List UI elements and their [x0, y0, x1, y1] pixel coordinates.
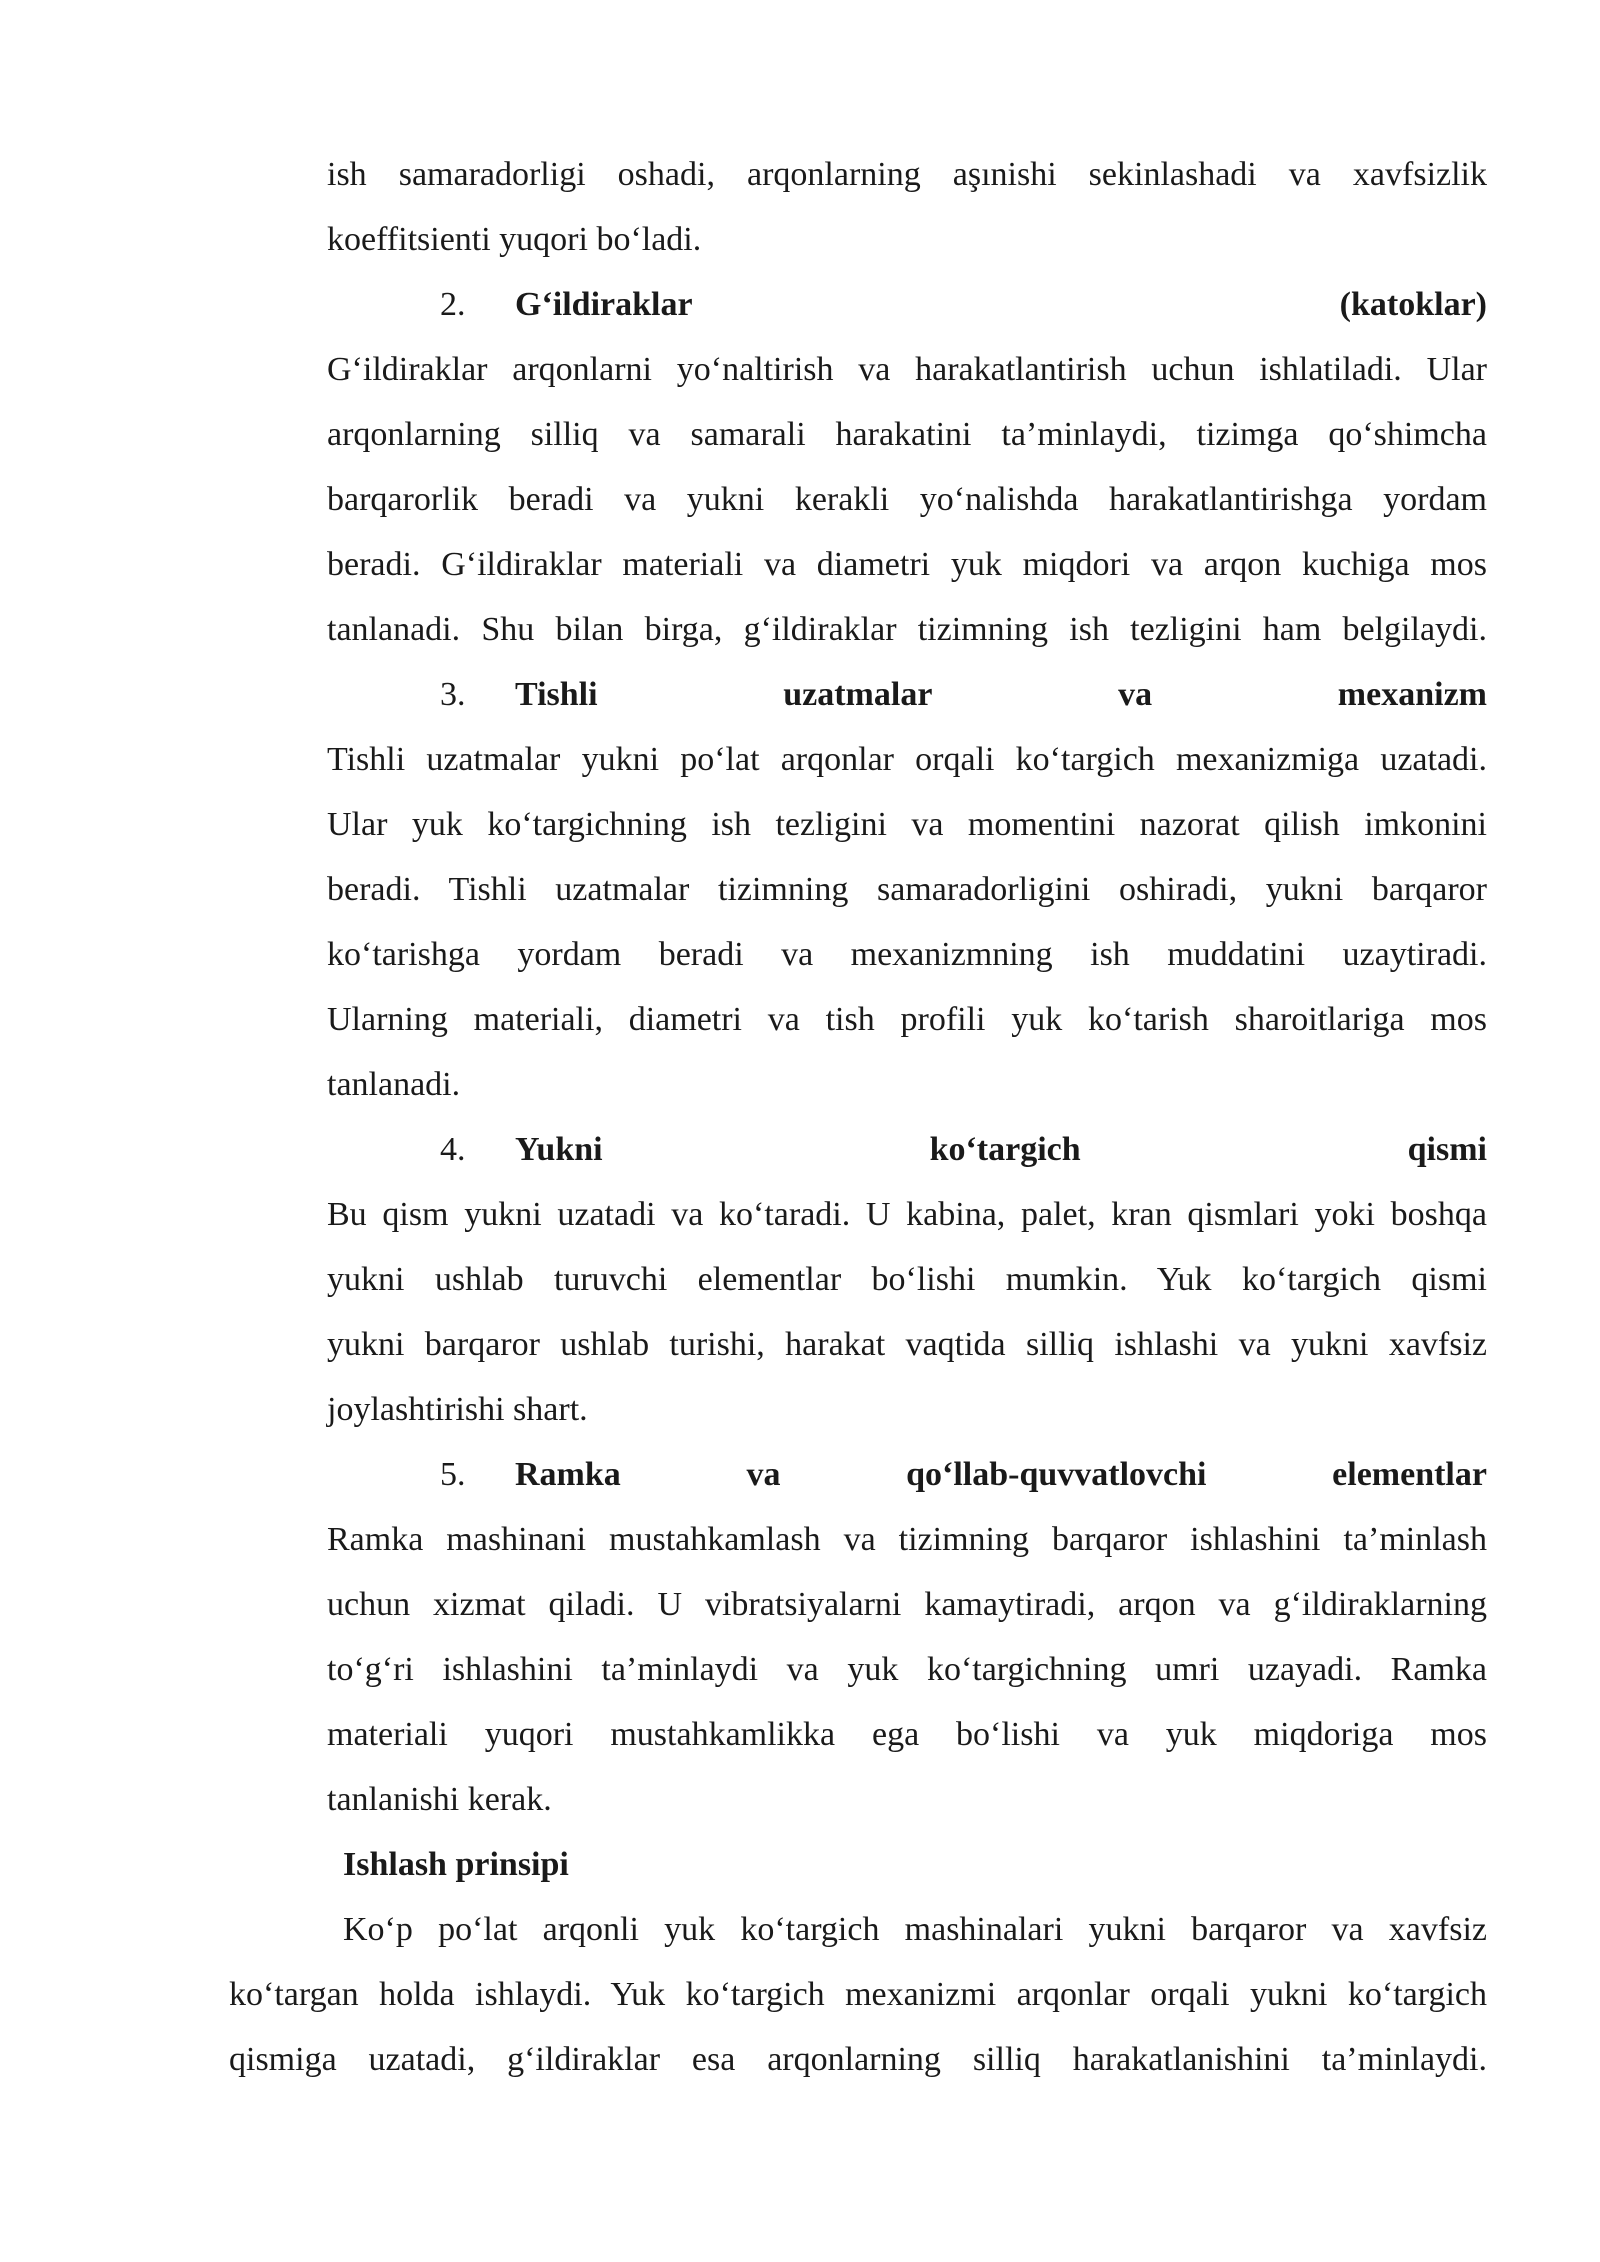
paragraph-line: joylashtirishi shart. [327, 1391, 588, 1428]
paragraph-line: uchun xizmat qiladi. U vibratsiyalarni kamaytiradi, arqon va g‘ildiraklarning [327, 1586, 1487, 1623]
heading-word: G‘ildiraklar [515, 286, 693, 323]
heading-word: qismi [1407, 1131, 1487, 1168]
paragraph-line: Ular yuk ko‘targichning ish tezligini va momentini nazorat qilish imkonini [327, 806, 1487, 843]
heading-word: Tishli [515, 676, 598, 713]
paragraph-line: tanlanadi. [327, 1066, 461, 1103]
paragraph-line: arqonlarning silliq va samarali harakatini ta’minlaydi, tizimga qo‘shimcha [327, 416, 1487, 453]
paragraph-line: beradi. Tishli uzatmalar tizimning samaradorligini oshiradi, yukni barqaror [327, 871, 1487, 908]
heading-word: va [1118, 676, 1153, 713]
paragraph-line: tanlanishi kerak. [327, 1781, 552, 1818]
heading-word: qo‘llab-quvvatlovchi [906, 1456, 1207, 1493]
heading-word: Yukni [515, 1131, 603, 1168]
paragraph-line: to‘g‘ri ishlashini ta’minlaydi va yuk ko‘targichning umri uzayadi. Ramka [327, 1651, 1487, 1688]
paragraph-line: Ko‘p po‘lat arqonli yuk ko‘targich mashinalari yukni barqaror va xavfsiz [343, 1911, 1487, 1948]
section-number: 3. [440, 676, 466, 713]
paragraph-line: tanlanadi. Shu bilan birga, g‘ildiraklar tizimning ish tezligini ham belgilaydi. [327, 611, 1487, 648]
paragraph-line: ko‘tarishga yordam beradi va mexanizmning ish muddatini uzaytiradi. [327, 936, 1487, 973]
paragraph-line: Tishli uzatmalar yukni po‘lat arqonlar orqali ko‘targich mexanizmiga uzatadi. [327, 741, 1487, 778]
heading-word: mexanizm [1337, 676, 1487, 713]
paragraph-line: G‘ildiraklar arqonlarni yo‘naltirish va harakatlantirish uchun ishlatiladi. Ular [327, 351, 1487, 388]
section-heading [515, 1130, 1487, 1170]
heading-word: (katoklar) [1339, 286, 1487, 323]
paragraph-line: yukni barqaror ushlab turishi, harakat vaqtida silliq ishlashi va yukni xavfsiz [327, 1326, 1487, 1363]
section-heading [515, 1455, 1487, 1495]
paragraph-line: koeffitsienti yuqori bo‘ladi. [327, 221, 702, 258]
paragraph-line: ish samaradorligi oshadi, arqonlarning aşınishi sekinlashadi va xavfsizlik [327, 156, 1487, 193]
paragraph-line: materiali yuqori mustahkamlikka ega bo‘lishi va yuk miqdoriga mos [327, 1716, 1487, 1753]
section-number: 5. [440, 1456, 466, 1493]
paragraph-line: ko‘targan holda ishlaydi. Yuk ko‘targich mexanizmi arqonlar orqali yukni ko‘targich [229, 1976, 1487, 2013]
heading-word: uzatmalar [783, 676, 933, 713]
heading-word: elementlar [1332, 1456, 1487, 1493]
section-heading [515, 675, 1487, 715]
paragraph-line: Ramka mashinani mustahkamlash va tizimning barqaror ishlashini ta’minlash [327, 1521, 1487, 1558]
paragraph-line: Bu qism yukni uzatadi va ko‘taradi. U kabina, palet, kran qismlari yoki boshqa [327, 1196, 1487, 1233]
paragraph-line: yukni ushlab turuvchi elementlar bo‘lishi mumkin. Yuk ko‘targich qismi [327, 1261, 1487, 1298]
heading-word: Ramka [515, 1456, 621, 1493]
heading-word: ko‘targich [929, 1131, 1081, 1168]
paragraph-line: qismiga uzatadi, g‘ildiraklar esa arqonlarning silliq harakatlanishini ta’minlaydi. [229, 2041, 1487, 2078]
paragraph-line: barqarorlik beradi va yukni kerakli yo‘nalishda harakatlantirishga yordam [327, 481, 1487, 518]
paragraph-line: Ularning materiali, diametri va tish profili yuk ko‘tarish sharoitlariga mos [327, 1001, 1487, 1038]
section-heading [515, 285, 1487, 325]
section-title: Ishlash prinsipi [343, 1846, 569, 1883]
heading-word: va [746, 1456, 781, 1493]
section-number: 2. [440, 286, 466, 323]
paragraph-line: beradi. G‘ildiraklar materiali va diametri yuk miqdori va arqon kuchiga mos [327, 546, 1487, 583]
section-number: 4. [440, 1131, 466, 1168]
